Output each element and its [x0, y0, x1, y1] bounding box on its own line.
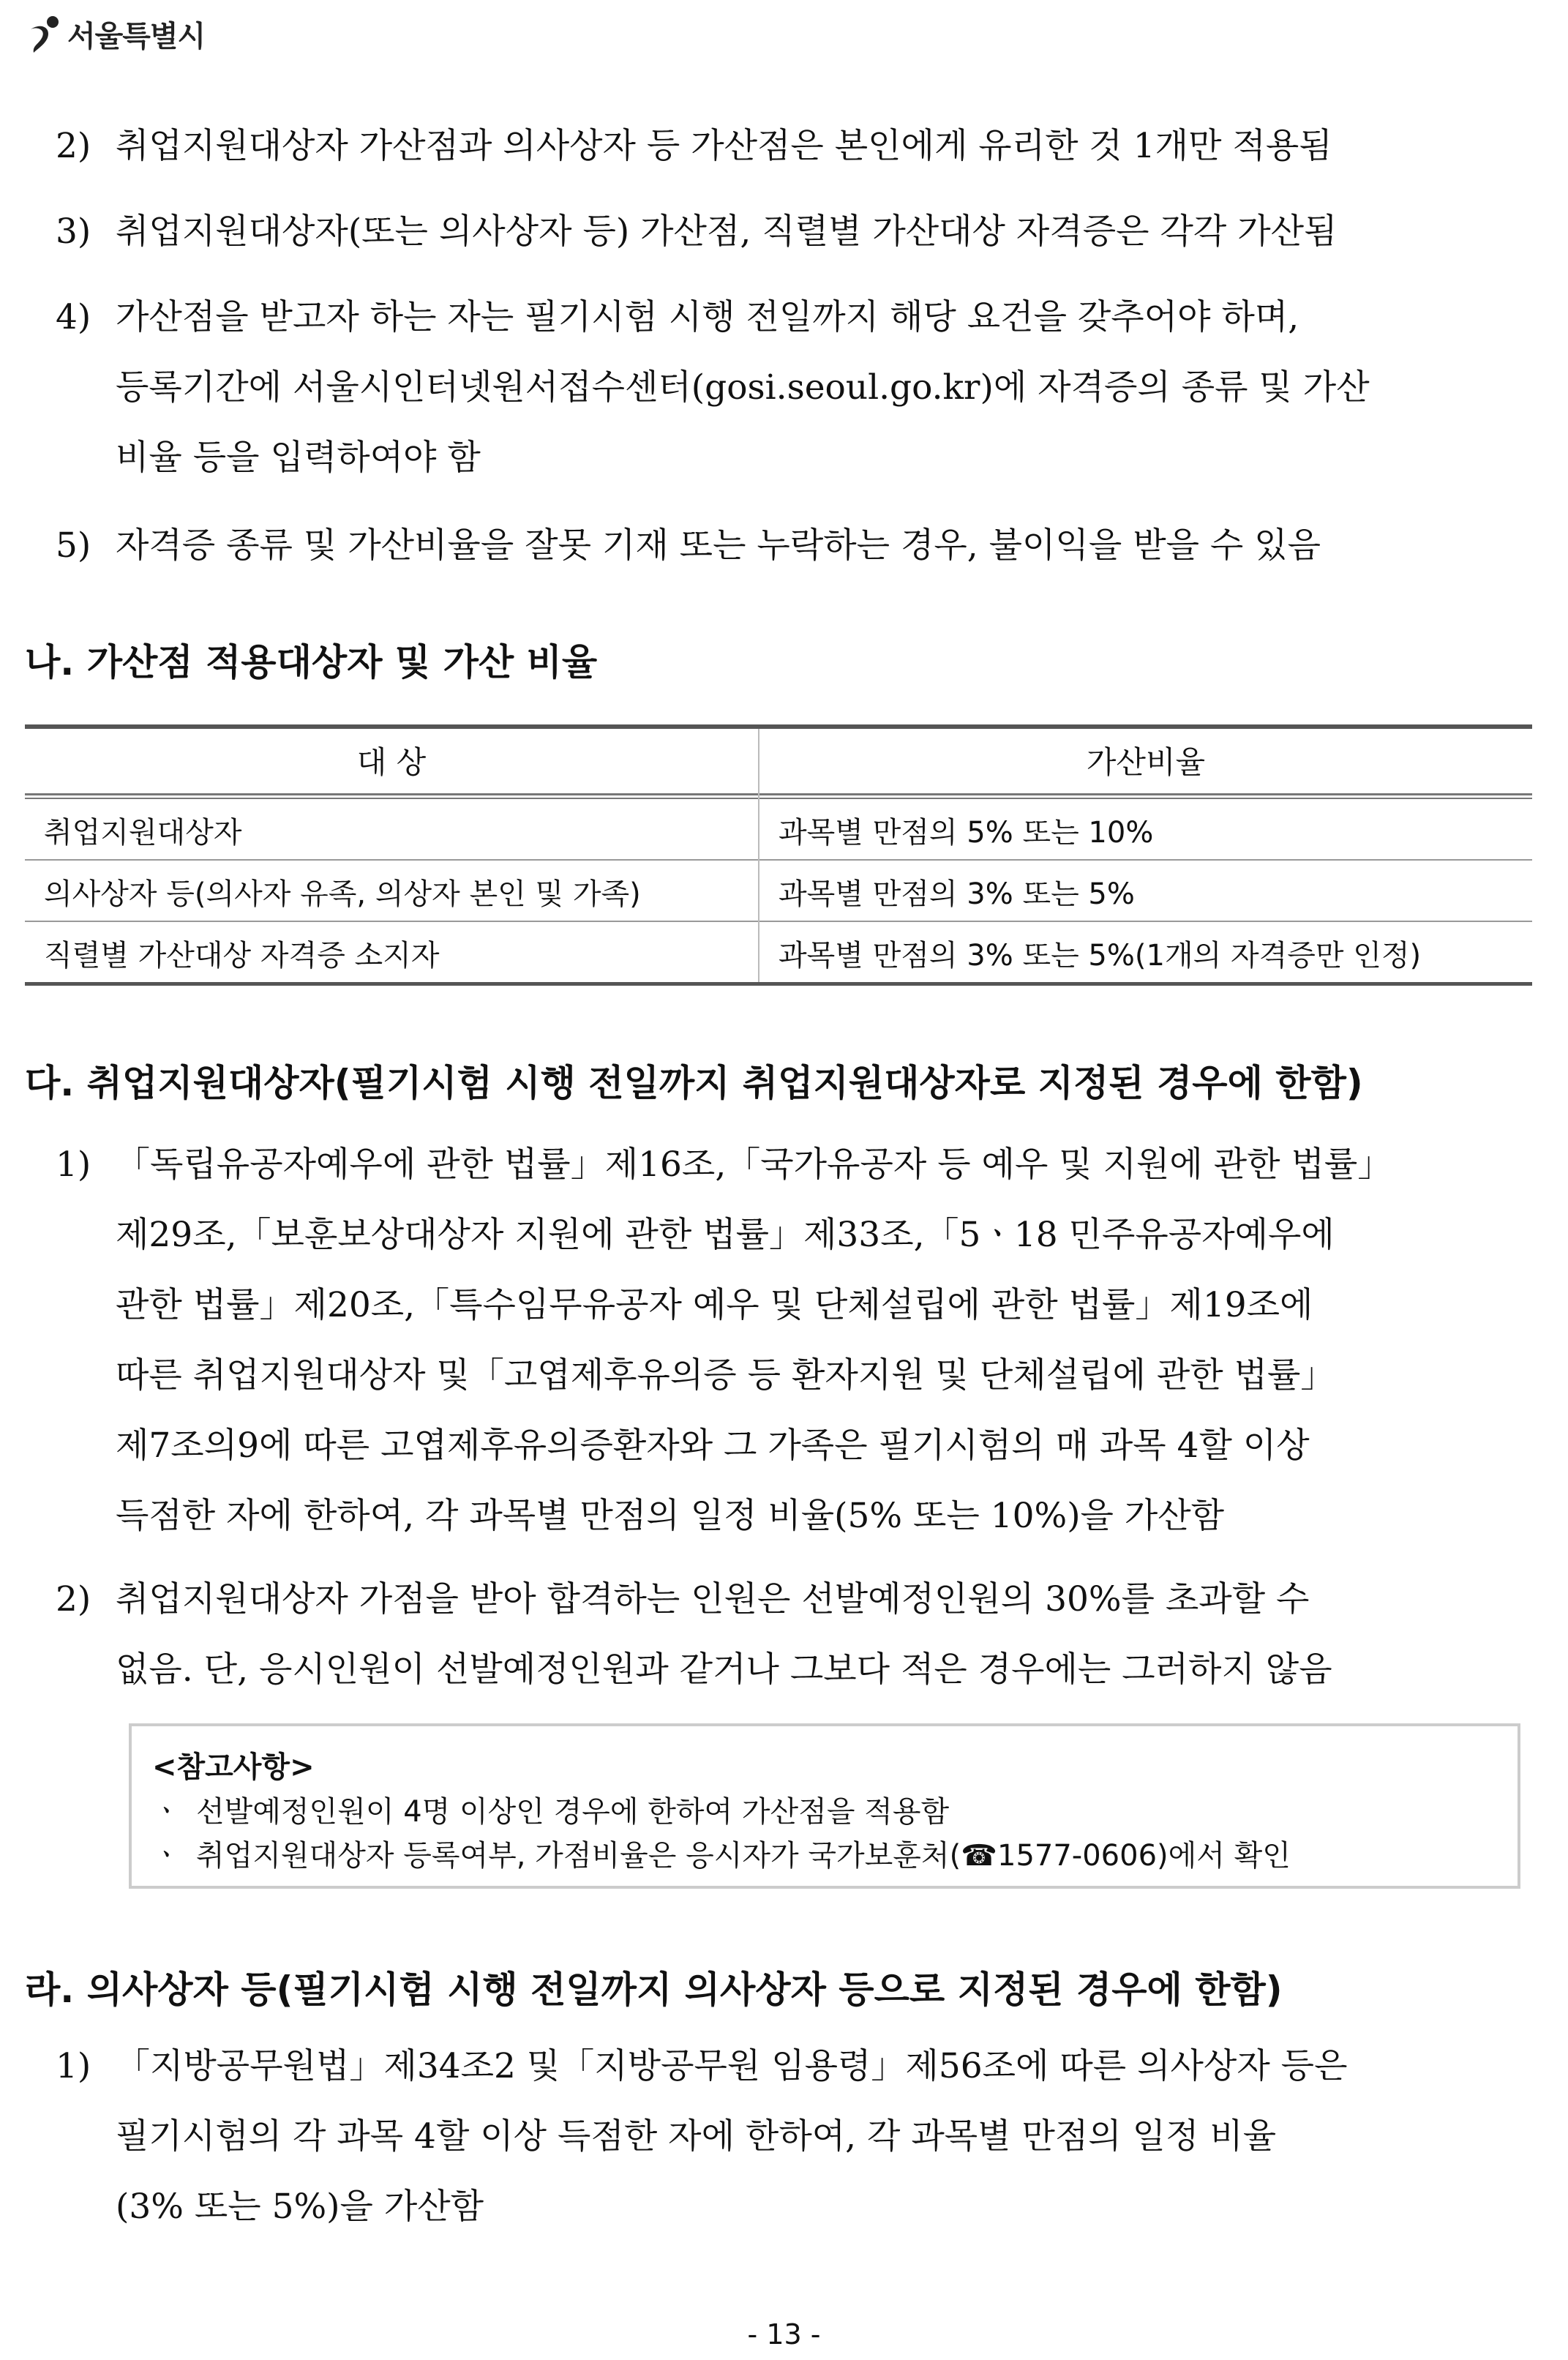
note-bullet: ㆍ [152, 1839, 181, 1873]
item-text: 취업지원대상자 가점을 받아 합격하는 인원은 선발예정인원의 30%를 초과할 수 [116, 1579, 1310, 1619]
item-text: 제29조,「보훈보상대상자 지원에 관한 법률」제33조,「5ㆍ18 민주유공자예우에 [116, 1215, 1335, 1255]
item-text: 취업지원대상자(또는 의사상자 등) 가산점, 직렬별 가산대상 자격증은 각각 가산됨 [116, 211, 1338, 252]
item-number: 1) [56, 1145, 91, 1185]
item-text: 제7조의9에 따른 고엽제후유의증환자와 그 가족은 필기시험의 매 과목 4할 이상 [116, 1426, 1310, 1466]
table-cell: 과목별 만점의 5% 또는 10% [779, 815, 1154, 850]
table-header-target: 대 상 [356, 744, 427, 780]
item-text: 「지방공무원법」제34조2 및「지방공무원 임용령」제56조에 따른 의사상자 등은 [116, 2046, 1348, 2086]
item-text: 취업지원대상자 가산점과 의사상자 등 가산점은 본인에게 유리한 것 1개만 적용됨 [116, 126, 1332, 166]
section-heading-da: 다. 취업지원대상자(필기시험 시행 전일까지 취업지원대상자로 지정된 경우에 한함) [25, 1062, 1363, 1104]
note-item: 취업지원대상자 등록여부, 가점비율은 응시자가 국가보훈처(☎1577-0606)에서 확인 [196, 1839, 1291, 1873]
item-number: 4) [56, 297, 91, 337]
item-text: (3% 또는 5%)을 가산함 [116, 2187, 484, 2227]
seoul-logo [26, 10, 205, 57]
table-cell: 과목별 만점의 3% 또는 5%(1개의 자격증만 인정) [779, 938, 1422, 973]
item-text: 따른 취업지원대상자 및「고엽제후유의증 등 환자지원 및 단체설립에 관한 법률」 [116, 1355, 1335, 1396]
note-bullet: ㆍ [152, 1795, 181, 1829]
item-number: 1) [56, 2046, 91, 2086]
table-cell: 취업지원대상자 [44, 815, 242, 850]
item-text: 없음. 단, 응시인원이 선발예정인원과 같거나 그보다 적은 경우에는 그러하지 않음 [116, 1649, 1332, 1690]
seoul-logo-icon [26, 13, 63, 54]
note-title: <참고사항> [152, 1750, 315, 1784]
item-number: 5) [56, 525, 91, 566]
table-header-rate: 가산비율 [1086, 744, 1206, 780]
item-text: 관한 법률」제20조,「특수임무유공자 예우 및 단체설립에 관한 법률」제19조에 [116, 1285, 1313, 1325]
page-number: - 13 - [747, 2318, 821, 2350]
table-header-divider [25, 793, 1532, 795]
item-number: 3) [56, 211, 91, 252]
section-heading-ra: 라. 의사상자 등(필기시험 시행 전일까지 의사상자 등으로 지정된 경우에 한함) [25, 1968, 1283, 2011]
table-cell: 의사상자 등(의사자 유족, 의상자 본인 및 가족) [44, 877, 641, 911]
item-text: 「독립유공자예우에 관한 법률」제16조,「국가유공자 등 예우 및 지원에 관한 법률」 [116, 1145, 1392, 1185]
table-cell: 직렬별 가산대상 자격증 소지자 [44, 938, 440, 973]
note-item: 선발예정인원이 4명 이상인 경우에 한하여 가산점을 적용함 [196, 1795, 950, 1829]
item-number: 2) [56, 126, 91, 166]
item-text: 자격증 종류 및 가산비율을 잘못 기재 또는 누락하는 경우, 불이익을 받을 수 있음 [116, 525, 1321, 566]
table-cell: 과목별 만점의 3% 또는 5% [779, 877, 1135, 911]
item-text: 비율 등을 입력하여야 함 [116, 438, 481, 478]
item-text: 가산점을 받고자 하는 자는 필기시험 시행 전일까지 해당 요건을 갖추어야 하며, [116, 297, 1299, 337]
item-number: 2) [56, 1579, 91, 1619]
item-text: 필기시험의 각 과목 4할 이상 득점한 자에 한하여, 각 과목별 만점의 일정 비율 [116, 2116, 1277, 2157]
section-heading-na: 나. 가산점 적용대상자 및 가산 비율 [25, 641, 598, 683]
item-text: 등록기간에 서울시인터넷원서접수센터(gosi.seoul.go.kr)에 자격증의 종류 및 가산 [116, 367, 1370, 408]
item-text: 득점한 자에 한하여, 각 과목별 만점의 일정 비율(5% 또는 10%)을 가산함 [116, 1496, 1225, 1536]
logo-text: 서울특별시 [67, 19, 206, 53]
